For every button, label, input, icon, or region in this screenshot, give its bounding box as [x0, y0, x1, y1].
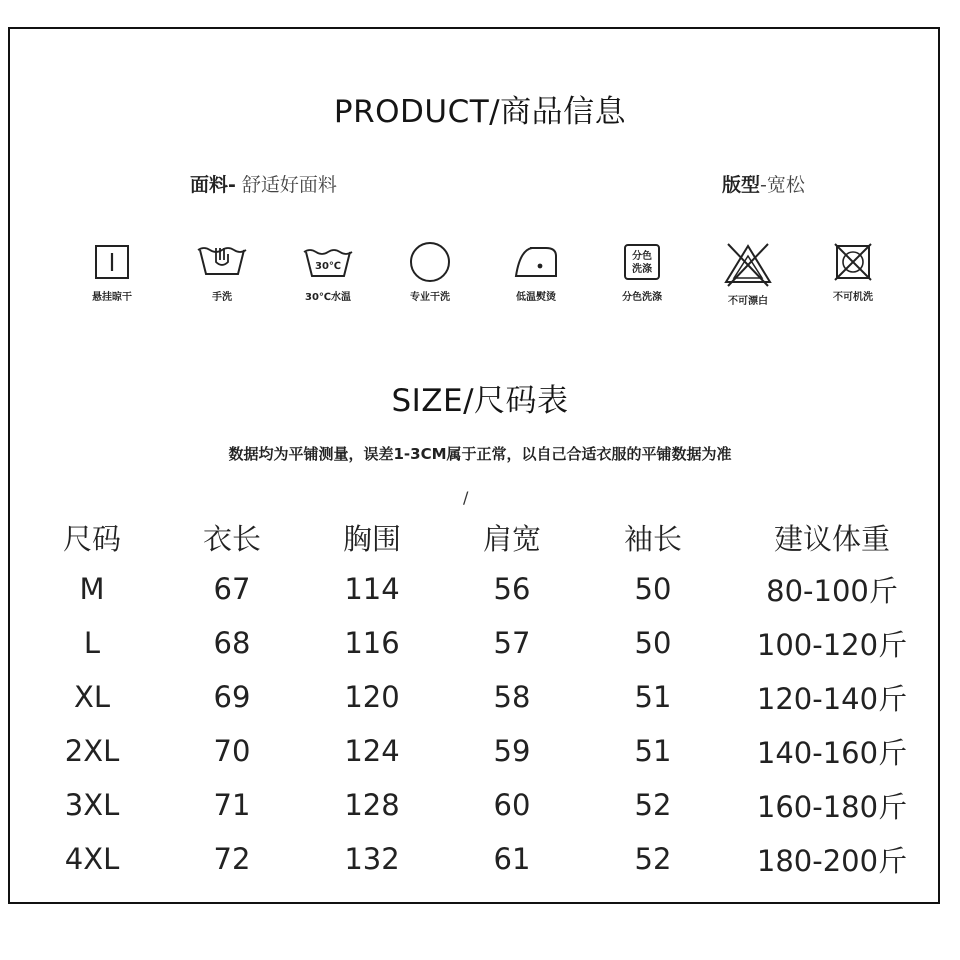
sleeve-cell: 51 [634, 734, 672, 768]
table-row [22, 832, 940, 886]
care-label: 分色洗涤 [622, 292, 662, 303]
header-sleeve: 袖长 [623, 521, 682, 556]
care-item-hand-wash [182, 240, 262, 303]
dry-clean-icon [406, 240, 454, 284]
sleeve-cell: 50 [634, 572, 672, 606]
care-label: 低温熨烫 [516, 292, 556, 303]
chest-cell: 114 [344, 572, 400, 606]
hand-wash-icon [192, 240, 252, 284]
line-dry-icon [90, 240, 134, 284]
weight-cell: 160-180斤 [756, 789, 908, 824]
size-cell: 3XL [64, 788, 120, 822]
product-info-title: PRODUCT/商品信息 [333, 94, 627, 130]
care-item-low-iron [496, 240, 576, 303]
sleeve-cell: 50 [634, 626, 672, 660]
table-row [22, 724, 940, 778]
fabric-value: 舒适好面料 [235, 174, 337, 196]
chest-cell: 116 [344, 626, 400, 660]
wash-30c-icon [298, 240, 358, 284]
sleeve-cell: 51 [634, 680, 672, 714]
separate-wash-icon [620, 240, 664, 284]
care-label: 手洗 [212, 292, 232, 303]
weight-cell: 80-100斤 [766, 573, 898, 608]
length-cell: 69 [213, 680, 251, 714]
header-chest: 胸围 [342, 521, 401, 556]
table-row [22, 562, 940, 616]
svg-text:分色: 分色 [632, 251, 652, 262]
care-item-dry-clean [390, 240, 470, 303]
shoulder-cell: 58 [493, 680, 531, 714]
length-cell: 72 [213, 842, 251, 876]
weight-cell: 120-140斤 [756, 681, 908, 716]
size-table-header-row [22, 512, 940, 562]
header-size: 尺码 [62, 521, 121, 556]
shoulder-cell: 59 [493, 734, 531, 768]
care-item-wash-30c [288, 240, 368, 303]
shoulder-cell: 61 [493, 842, 531, 876]
length-cell: 68 [213, 626, 251, 660]
care-label: 30℃水温 [304, 292, 352, 303]
care-label: 悬挂晾干 [92, 292, 132, 303]
care-item-line-dry [72, 240, 152, 303]
size-cell: 4XL [64, 842, 120, 876]
chest-cell: 128 [344, 788, 400, 822]
sleeve-cell: 52 [634, 842, 672, 876]
size-chart-title: SIZE/尺码表 [391, 383, 569, 419]
wash-temp-text: 30℃ [314, 261, 342, 272]
header-shoulder: 肩宽 [482, 521, 541, 556]
care-label: 专业干洗 [410, 292, 450, 303]
table-row [22, 616, 940, 670]
size-cell: L [83, 626, 101, 660]
fit-spec [722, 170, 805, 197]
measurement-note: 数据均为平铺测量，误差1-3CM属于正常，以自己合适衣服的平铺数据为准 [228, 445, 732, 463]
care-item-separate-wash [602, 240, 682, 303]
length-cell: 70 [213, 734, 251, 768]
chest-cell: 124 [344, 734, 400, 768]
header-weight: 建议体重 [773, 521, 890, 556]
no-bleach-icon [720, 240, 776, 288]
svg-text:洗涤: 洗涤 [632, 264, 652, 275]
care-item-no-machine-wash [813, 240, 893, 303]
care-label: 不可机洗 [833, 292, 873, 303]
shoulder-cell: 57 [493, 626, 531, 660]
chest-cell: 120 [344, 680, 400, 714]
chest-cell: 132 [344, 842, 400, 876]
slash-mark: / [463, 488, 469, 507]
size-cell: XL [73, 680, 111, 714]
table-row [22, 778, 940, 832]
care-item-no-bleach [708, 240, 788, 307]
header-length: 衣长 [202, 521, 261, 556]
sleeve-cell: 52 [634, 788, 672, 822]
size-table [22, 512, 940, 886]
no-machine-wash-icon [831, 240, 875, 284]
shoulder-cell: 56 [493, 572, 531, 606]
low-iron-icon [506, 240, 566, 284]
length-cell: 67 [213, 572, 251, 606]
fabric-spec [190, 170, 337, 197]
weight-cell: 140-160斤 [756, 735, 908, 770]
weight-cell: 180-200斤 [756, 843, 908, 878]
size-cell: M [79, 572, 105, 606]
length-cell: 71 [213, 788, 251, 822]
weight-cell: 100-120斤 [756, 627, 908, 662]
fabric-label: 面料- [190, 174, 236, 196]
fit-label: 版型 [722, 174, 761, 196]
fit-value: -宽松 [760, 174, 805, 196]
shoulder-cell: 60 [493, 788, 531, 822]
size-cell: 2XL [64, 734, 120, 768]
table-row [22, 670, 940, 724]
care-label: 不可漂白 [728, 296, 768, 307]
